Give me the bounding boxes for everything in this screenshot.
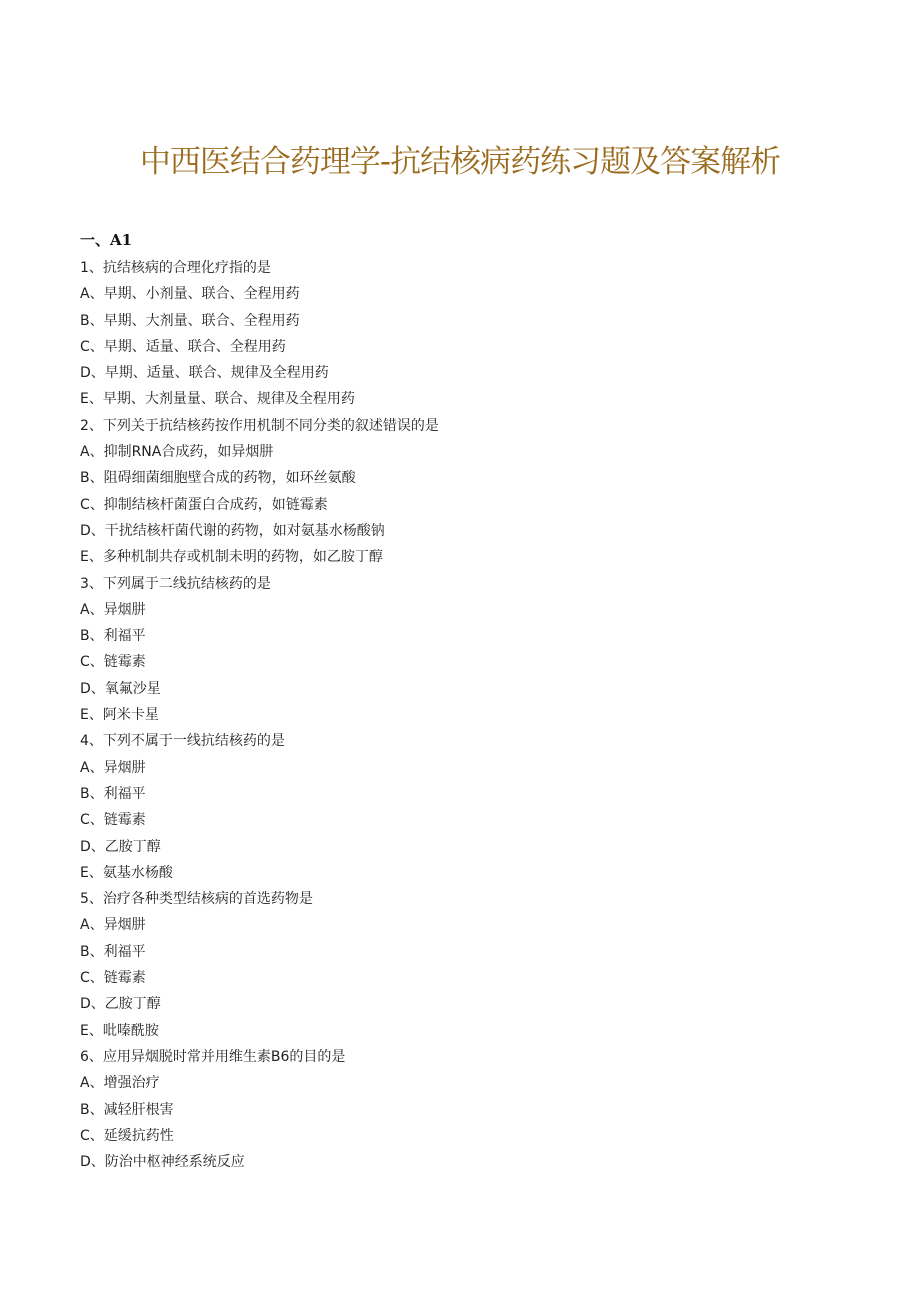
question-line: 3、下列属于二线抗结核药的是 <box>80 575 271 592</box>
option-line: E、阿米卡星 <box>80 707 159 724</box>
option-line: B、阻碍细菌细胞壁合成的药物，如环丝氨酸 <box>80 470 356 487</box>
option-line: E、早期、大剂量量、联合、规律及全程用药 <box>80 391 355 408</box>
option-line: A、早期、小剂量、联合、全程用药 <box>80 286 300 303</box>
option-line: D、氧氟沙星 <box>80 680 161 697</box>
option-line: C、早期、适量、联合、全程用药 <box>80 338 286 355</box>
option-line: C、链霉素 <box>80 812 146 829</box>
option-line: D、早期、适量、联合、规律及全程用药 <box>80 365 329 382</box>
option-line: D、防治中枢神经系统反应 <box>80 1154 245 1171</box>
option-line: B、减轻肝根害 <box>80 1101 174 1118</box>
question-line: 5、治疗各种类型结核病的首选药物是 <box>80 891 313 908</box>
question-line: 4、下列不属于一线抗结核药的是 <box>80 733 285 750</box>
option-line: B、利福平 <box>80 785 146 802</box>
option-line: D、乙胺丁醇 <box>80 838 161 855</box>
option-line: A、异烟肼 <box>80 759 146 776</box>
option-line: A、异烟肼 <box>80 601 146 618</box>
option-line: B、利福平 <box>80 943 146 960</box>
option-line: C、链霉素 <box>80 654 146 671</box>
option-line: D、干扰结核杆菌代谢的药物，如对氨基水杨酸钠 <box>80 522 385 539</box>
option-line: B、利福平 <box>80 628 146 645</box>
question-line: 2、下列关于抗结核药按作用机制不同分类的叙述错误的是 <box>80 417 439 434</box>
option-line: C、链霉素 <box>80 970 146 987</box>
option-line: E、氨基水杨酸 <box>80 864 173 881</box>
option-line: E、吡嗪酰胺 <box>80 1022 159 1039</box>
section-heading: 一、A1 <box>80 231 133 249</box>
page-title: 中西医结合药理学-抗结核病药练习题及答案解析 <box>139 144 781 180</box>
option-line: C、延缓抗药性 <box>80 1127 174 1144</box>
question-line: 6、应用异烟脱时常并用维生素B6的目的是 <box>80 1048 346 1065</box>
question-line: 1、抗结核病的合理化疗指的是 <box>80 260 271 276</box>
question-list <box>80 255 860 1175</box>
option-line: A、异烟肼 <box>80 917 146 934</box>
option-line: D、乙胺丁醇 <box>80 996 161 1013</box>
option-line: C、抑制结核杆菌蛋白合成药，如链霉素 <box>80 496 328 513</box>
option-line: A、抑制RNA合成药，如异烟肼 <box>80 444 274 461</box>
option-line: E、多种机制共存或机制未明的药物，如乙胺丁醇 <box>80 549 383 566</box>
option-line: B、早期、大剂量、联合、全程用药 <box>80 312 300 329</box>
option-line: A、增强治疗 <box>80 1075 160 1092</box>
